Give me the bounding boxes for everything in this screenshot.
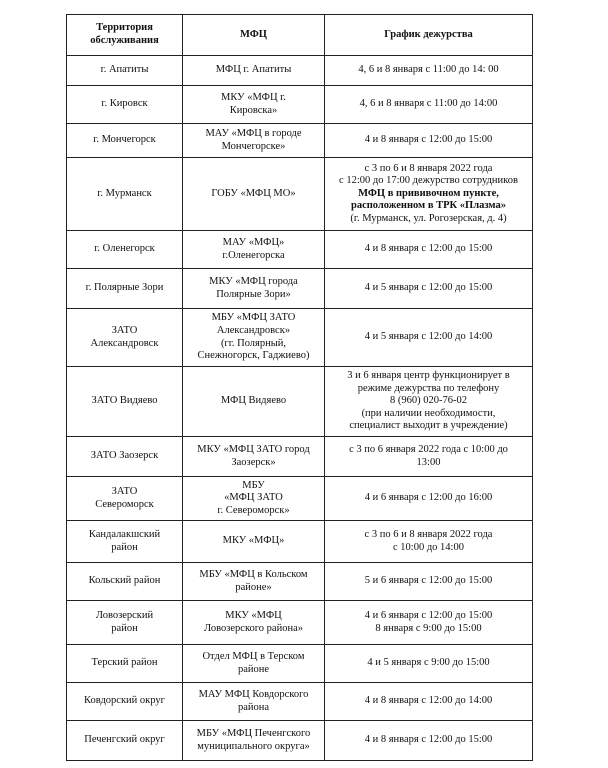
schedule-cell: 4 и 5 января с 12:00 до 14:00 bbox=[325, 309, 533, 367]
table-row bbox=[67, 601, 533, 645]
schedule-bold-text: МФЦ в прививочном пункте, расположенном в ТРК «Плазма» bbox=[350, 187, 506, 212]
schedule-cell: 3 и 6 января центр функционирует в режиме дежурства по телефону 8 (960) 020-76-02 (при наличии необходимости, специалист выходит в учреждение) bbox=[325, 367, 533, 437]
table-row bbox=[67, 437, 533, 477]
header-schedule: График дежурства bbox=[325, 15, 533, 56]
mfc-cell: МАУ «МФЦ» г.Оленегорска bbox=[183, 231, 325, 269]
territory-cell: г. Оленегорск bbox=[67, 231, 183, 269]
mfc-cell: МКУ «МФЦ» bbox=[183, 521, 325, 563]
territory-cell: Ковдорский округ bbox=[67, 683, 183, 721]
schedule-cell: 4, 6 и 8 января с 11:00 до 14: 00 bbox=[325, 56, 533, 86]
territory-cell: г. Апатиты bbox=[67, 56, 183, 86]
territory-cell: г. Кировск bbox=[67, 86, 183, 124]
table-row bbox=[67, 721, 533, 761]
territory-cell: Печенгский округ bbox=[67, 721, 183, 761]
schedule-cell: 5 и 6 января с 12:00 до 15:00 bbox=[325, 563, 533, 601]
schedule-cell: 4 и 8 января с 12:00 до 15:00 bbox=[325, 721, 533, 761]
mfc-cell: МКУ «МФЦ Ловозерского района» bbox=[183, 601, 325, 645]
table-row bbox=[67, 86, 533, 124]
mfc-cell: МКУ «МФЦ г. Кировска» bbox=[183, 86, 325, 124]
header-territory: Территория обслуживания bbox=[67, 15, 183, 56]
territory-cell: ЗАТО Александровск bbox=[67, 309, 183, 367]
duty-schedule-table bbox=[66, 14, 533, 761]
table-row bbox=[67, 563, 533, 601]
table-row bbox=[67, 231, 533, 269]
table-row bbox=[67, 521, 533, 563]
table-row bbox=[67, 158, 533, 231]
mfc-cell: МФЦ Видяево bbox=[183, 367, 325, 437]
schedule-cell: с 3 по 6 и 8 января 2022 года с 10:00 до 14:00 bbox=[325, 521, 533, 563]
mfc-cell: МКУ «МФЦ города Полярные Зори» bbox=[183, 269, 325, 309]
mfc-cell: МФЦ г. Апатиты bbox=[183, 56, 325, 86]
mfc-cell: МКУ «МФЦ ЗАТО город Заозерск» bbox=[183, 437, 325, 477]
mfc-cell: МАУ «МФЦ в городе Мончегорске» bbox=[183, 124, 325, 158]
mfc-cell: МБУ «МФЦ в Кольском районе» bbox=[183, 563, 325, 601]
table-row bbox=[67, 477, 533, 521]
mfc-cell: МБУ «МФЦ ЗАТО г. Североморск» bbox=[183, 477, 325, 521]
schedule-text: с 3 по 6 и 8 января 2022 года с 12:00 до 17:00 дежурство сотрудников bbox=[339, 162, 518, 187]
schedule-cell: 4 и 6 января с 12:00 до 16:00 bbox=[325, 477, 533, 521]
territory-cell: ЗАТО Видяево bbox=[67, 367, 183, 437]
mfc-cell: МБУ «МФЦ ЗАТО Александровск» (гг. Полярный, Снежногорск, Гаджиево) bbox=[183, 309, 325, 367]
table-row bbox=[67, 367, 533, 437]
schedule-address: (г. Мурманск, ул. Рогозерская, д. 4) bbox=[350, 212, 507, 224]
territory-cell: г. Мурманск bbox=[67, 158, 183, 231]
schedule-cell bbox=[325, 158, 533, 231]
territory-cell: Кандалакшский район bbox=[67, 521, 183, 563]
table-row bbox=[67, 56, 533, 86]
table-row bbox=[67, 309, 533, 367]
table-row bbox=[67, 683, 533, 721]
mfc-cell: МАУ МФЦ Ковдорского района bbox=[183, 683, 325, 721]
territory-cell: ЗАТО Заозерск bbox=[67, 437, 183, 477]
table-row bbox=[67, 645, 533, 683]
header-mfc: МФЦ bbox=[183, 15, 325, 56]
territory-cell: г. Мончегорск bbox=[67, 124, 183, 158]
territory-cell: г. Полярные Зори bbox=[67, 269, 183, 309]
schedule-cell: с 3 по 6 января 2022 года с 10:00 до 13:00 bbox=[325, 437, 533, 477]
schedule-cell: 4, 6 и 8 января с 11:00 до 14:00 bbox=[325, 86, 533, 124]
schedule-cell: 4 и 5 января с 12:00 до 15:00 bbox=[325, 269, 533, 309]
territory-cell: Ловозерский район bbox=[67, 601, 183, 645]
table-row bbox=[67, 269, 533, 309]
mfc-cell: ГОБУ «МФЦ МО» bbox=[183, 158, 325, 231]
schedule-cell: 4 и 8 января с 12:00 до 14:00 bbox=[325, 683, 533, 721]
schedule-cell: 4 и 8 января с 12:00 до 15:00 bbox=[325, 231, 533, 269]
schedule-cell: 4 и 5 января с 9:00 до 15:00 bbox=[325, 645, 533, 683]
schedule-cell: 4 и 6 января с 12:00 до 15:00 8 января с 9:00 до 15:00 bbox=[325, 601, 533, 645]
mfc-cell: Отдел МФЦ в Терском районе bbox=[183, 645, 325, 683]
territory-cell: Терский район bbox=[67, 645, 183, 683]
table-header-row bbox=[67, 15, 533, 56]
mfc-cell: МБУ «МФЦ Печенгского муниципального округа» bbox=[183, 721, 325, 761]
territory-cell: Кольский район bbox=[67, 563, 183, 601]
territory-cell: ЗАТО Североморск bbox=[67, 477, 183, 521]
table-row bbox=[67, 124, 533, 158]
schedule-cell: 4 и 8 января с 12:00 до 15:00 bbox=[325, 124, 533, 158]
